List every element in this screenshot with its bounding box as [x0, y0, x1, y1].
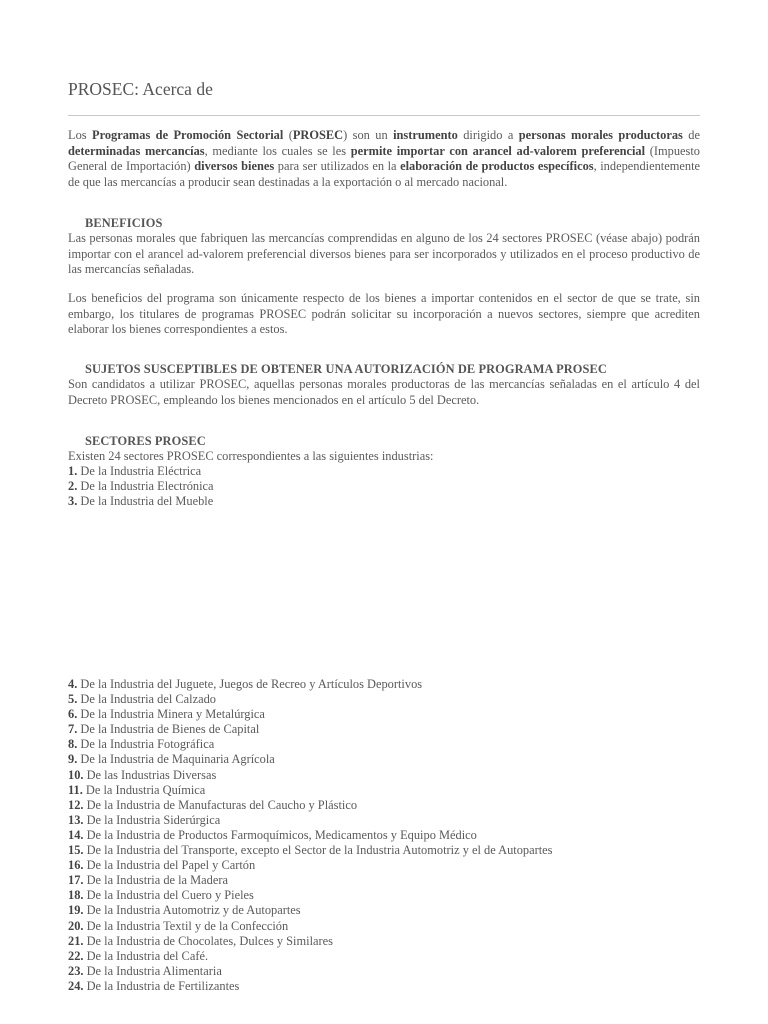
sector-name: De la Industria de Productos Farmoquímicos, Medicamentos y Equipo Médico — [83, 827, 477, 842]
intro-text: Los — [68, 128, 92, 142]
sector-name: De la Industria de Bienes de Capital — [77, 722, 260, 737]
sector-list-item — [68, 494, 700, 509]
sector-number: 14. — [68, 827, 84, 842]
sector-list-item — [68, 722, 700, 737]
sector-name: De la Industria del Calzado — [77, 692, 216, 707]
sector-list-item — [68, 903, 700, 918]
sectores-heading: SECTORES PROSEC — [85, 434, 206, 448]
sector-number: 5. — [68, 692, 78, 707]
sector-number: 7. — [68, 722, 78, 737]
sujetos-heading: SUJETOS SUSCEPTIBLES DE OBTENER UNA AUTORIZACIÓN DE PROGRAMA PROSEC — [85, 362, 607, 376]
intro-bold: determinadas mercancías — [68, 143, 205, 158]
sector-list-item — [68, 979, 700, 994]
sector-number: 21. — [68, 933, 84, 948]
sector-name: De la Industria Eléctrica — [77, 464, 202, 478]
sector-name: De la Industria Minera y Metalúrgica — [77, 707, 265, 722]
sector-list-item — [68, 919, 700, 934]
sector-name: De la Industria de la Madera — [83, 873, 228, 888]
sector-list-item — [68, 888, 700, 903]
intro-text: dirigido a — [457, 128, 519, 142]
sector-number: 12. — [68, 797, 84, 812]
sectores-intro: Existen 24 sectores PROSEC correspondientes a las siguientes industrias: — [68, 449, 434, 463]
title-divider — [68, 115, 700, 116]
sector-list-item — [68, 828, 700, 843]
intro-bold: instrumento — [393, 128, 458, 142]
sector-name: De la Industria del Cuero y Pieles — [83, 888, 254, 903]
sector-list-item — [68, 934, 700, 949]
sector-number: 8. — [68, 737, 78, 752]
beneficios-paragraph-2: Los beneficios del programa son únicamente respecto de los bienes a importar contenidos en el sector de que se trate, sin embargo, los titulares de programas PROSEC podrán solicitar su incorporación a nuevos sectores, siempre que acrediten elaborar los bienes correspondientes a estos. — [68, 291, 700, 336]
sector-list-item — [68, 843, 700, 858]
sector-name: De la Industria Automotriz y de Autopartes — [83, 903, 301, 918]
sector-list-item — [68, 949, 700, 964]
sector-list-item — [68, 813, 700, 828]
sector-name: De la Industria del Juguete, Juegos de Recreo y Artículos Deportivos — [77, 677, 423, 691]
sector-name: De la Industria Química — [82, 782, 206, 797]
sector-name: De la Industria de Chocolates, Dulces y Similares — [83, 933, 333, 948]
sector-number: 13. — [68, 812, 84, 827]
sector-list-item — [68, 873, 700, 888]
sector-list-item — [68, 737, 700, 752]
beneficios-paragraph-1: Las personas morales que fabriquen las mercancías comprendidas en alguno de los 24 sectores PROSEC (véase abajo) podrán importar con el arancel ad-valorem preferencial diversos bienes para ser incorporados y utilizados en el proceso productivo de las mercancías señaladas. — [68, 231, 700, 276]
sector-number: 3. — [68, 494, 78, 509]
sector-name: De la Industria Siderúrgica — [83, 812, 221, 827]
sector-number: 1. — [68, 464, 78, 478]
sector-number: 16. — [68, 858, 84, 873]
sector-number: 24. — [68, 978, 84, 993]
intro-bold: diversos bienes — [194, 159, 275, 173]
sector-name: De la Industria Electrónica — [77, 479, 214, 494]
sector-list-item — [68, 783, 700, 798]
sector-list-item — [68, 768, 700, 783]
intro-text: , independientemente de que las mercancías a producir sean destinadas a la exportación o al mercado nacional. — [68, 159, 701, 189]
sector-list-item — [68, 964, 700, 979]
sector-number: 4. — [68, 677, 78, 691]
sector-number: 18. — [68, 888, 84, 903]
sector-number: 17. — [68, 873, 84, 888]
sector-number: 6. — [68, 707, 78, 722]
page-title: PROSEC: Acerca de — [68, 79, 213, 99]
sector-name: De la Industria de Fertilizantes — [83, 978, 240, 993]
sector-number: 20. — [68, 918, 84, 933]
sector-name: De la Industria de Maquinaria Agrícola — [77, 752, 275, 767]
intro-text: de — [682, 128, 700, 142]
sector-number: 2. — [68, 479, 78, 494]
intro-text: (Impuesto General de Importación) — [68, 143, 701, 173]
intro-bold: PROSEC — [292, 128, 344, 142]
intro-bold: elaboración de productos específicos — [400, 159, 594, 173]
intro-bold: personas morales productoras — [518, 128, 683, 142]
sector-list-item — [68, 479, 700, 494]
intro-bold: Programas de Promoción Sectorial — [92, 128, 284, 142]
sector-number: 19. — [68, 903, 84, 918]
sector-name: De la Industria Alimentaria — [83, 963, 222, 978]
sector-number: 23. — [68, 963, 84, 978]
sector-list-item — [68, 464, 700, 479]
sector-number: 22. — [68, 948, 84, 963]
sector-list-item — [68, 858, 700, 873]
sector-name: De la Industria Textil y de la Confección — [83, 918, 289, 933]
sector-list-2 — [68, 677, 700, 994]
sector-name: De la Industria de Manufacturas del Caucho y Plástico — [83, 797, 358, 812]
intro-text: ) son un — [343, 128, 394, 142]
sector-list-item — [68, 707, 700, 722]
sector-list-1 — [68, 464, 700, 509]
intro-bold: permite importar con arancel ad-valorem preferencial — [350, 143, 646, 158]
sector-name: De la Industria del Transporte, excepto el Sector de la Industria Automotriz y el de Autopartes — [83, 843, 553, 858]
sector-list-item — [68, 677, 700, 692]
intro-text: , mediante los cuales se les — [204, 143, 351, 158]
sujetos-paragraph: Son candidatos a utilizar PROSEC, aquellas personas morales productoras de las mercancías señaladas en el artículo 4 del Decreto PROSEC, empleando los bienes mencionados en el artículo 5 del Decreto. — [68, 377, 700, 407]
sector-name: De la Industria del Papel y Cartón — [83, 858, 256, 873]
sector-list-item — [68, 692, 700, 707]
sector-number: 15. — [68, 843, 84, 858]
sector-number: 10. — [68, 767, 84, 782]
sector-list-item — [68, 752, 700, 767]
sector-name: De las Industrias Diversas — [83, 767, 217, 782]
sector-name: De la Industria del Mueble — [77, 494, 214, 509]
sector-number: 9. — [68, 752, 78, 767]
sector-name: De la Industria del Café. — [83, 948, 209, 963]
intro-paragraph — [68, 128, 700, 190]
sector-number: 11. — [68, 782, 83, 797]
intro-text: para ser utilizados en la — [274, 159, 401, 173]
beneficios-heading: BENEFICIOS — [85, 216, 163, 230]
intro-text: ( — [283, 128, 293, 142]
sector-name: De la Industria Fotográfica — [77, 737, 215, 752]
sector-list-item — [68, 798, 700, 813]
